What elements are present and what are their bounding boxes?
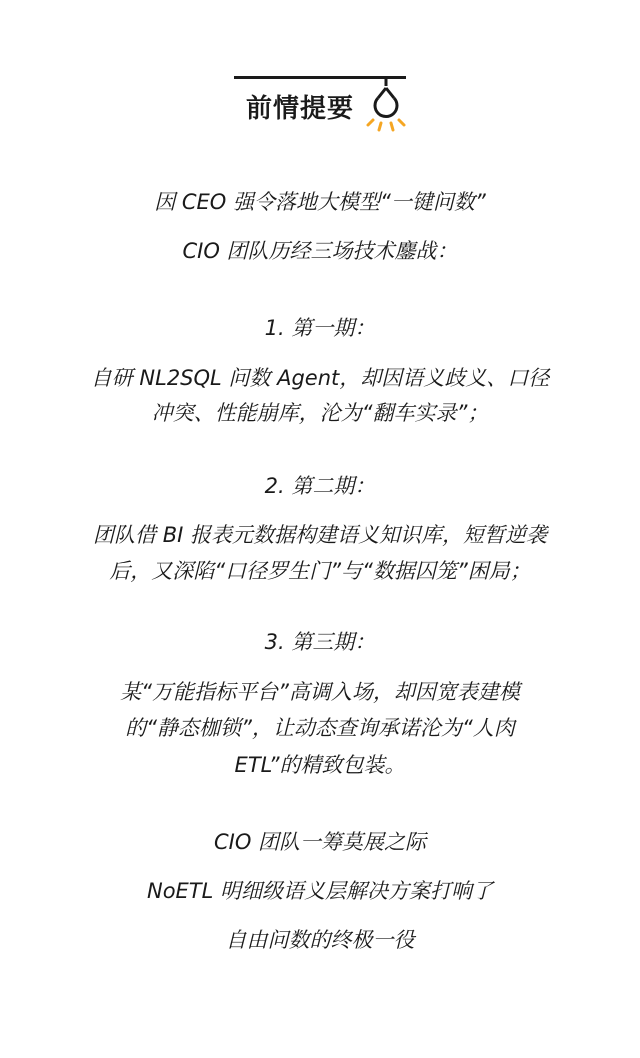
phase3-line-3: ETL”的精致包装。 — [234, 753, 406, 777]
intro-line-1: 因 CEO 强令落地大模型“一键问数” — [154, 190, 486, 214]
phase3-line-2: 的“静态枷锁”，让动态查询承诺沦为“人肉 — [125, 716, 515, 740]
phase2-title: 2. 第二期： — [264, 474, 376, 498]
phase2-line-1: 团队借 BI 报表元数据构建语义知识库，短暂逆袭 — [93, 523, 547, 547]
phase3-line-1: 某“万能指标平台”高调入场，却因宽表建模 — [120, 680, 520, 704]
phase1-line-1: 自研 NL2SQL 问数 Agent，却因语义歧义、口径 — [90, 366, 550, 390]
outro-line-2: NoETL 明细级语义层解决方案打响了 — [146, 879, 494, 903]
outro-line-1: CIO 团队一筹莫展之际 — [213, 830, 427, 854]
lamp-icon — [364, 78, 412, 134]
intro-line-2: CIO 团队历经三场技术鏖战： — [182, 239, 458, 263]
phase1-title: 1. 第一期： — [264, 316, 376, 340]
phase2-line-2: 后，又深陷“口径罗生门”与“数据囚笼”困局； — [109, 559, 531, 583]
phase1-line-2: 冲突、性能崩库，沦为“翻车实录”； — [151, 401, 489, 425]
section-header — [0, 0, 640, 140]
section-title: 前情提要 — [245, 94, 354, 124]
phase3-title: 3. 第三期： — [264, 630, 376, 654]
outro-line-3: 自由问数的终极一役 — [225, 928, 415, 952]
